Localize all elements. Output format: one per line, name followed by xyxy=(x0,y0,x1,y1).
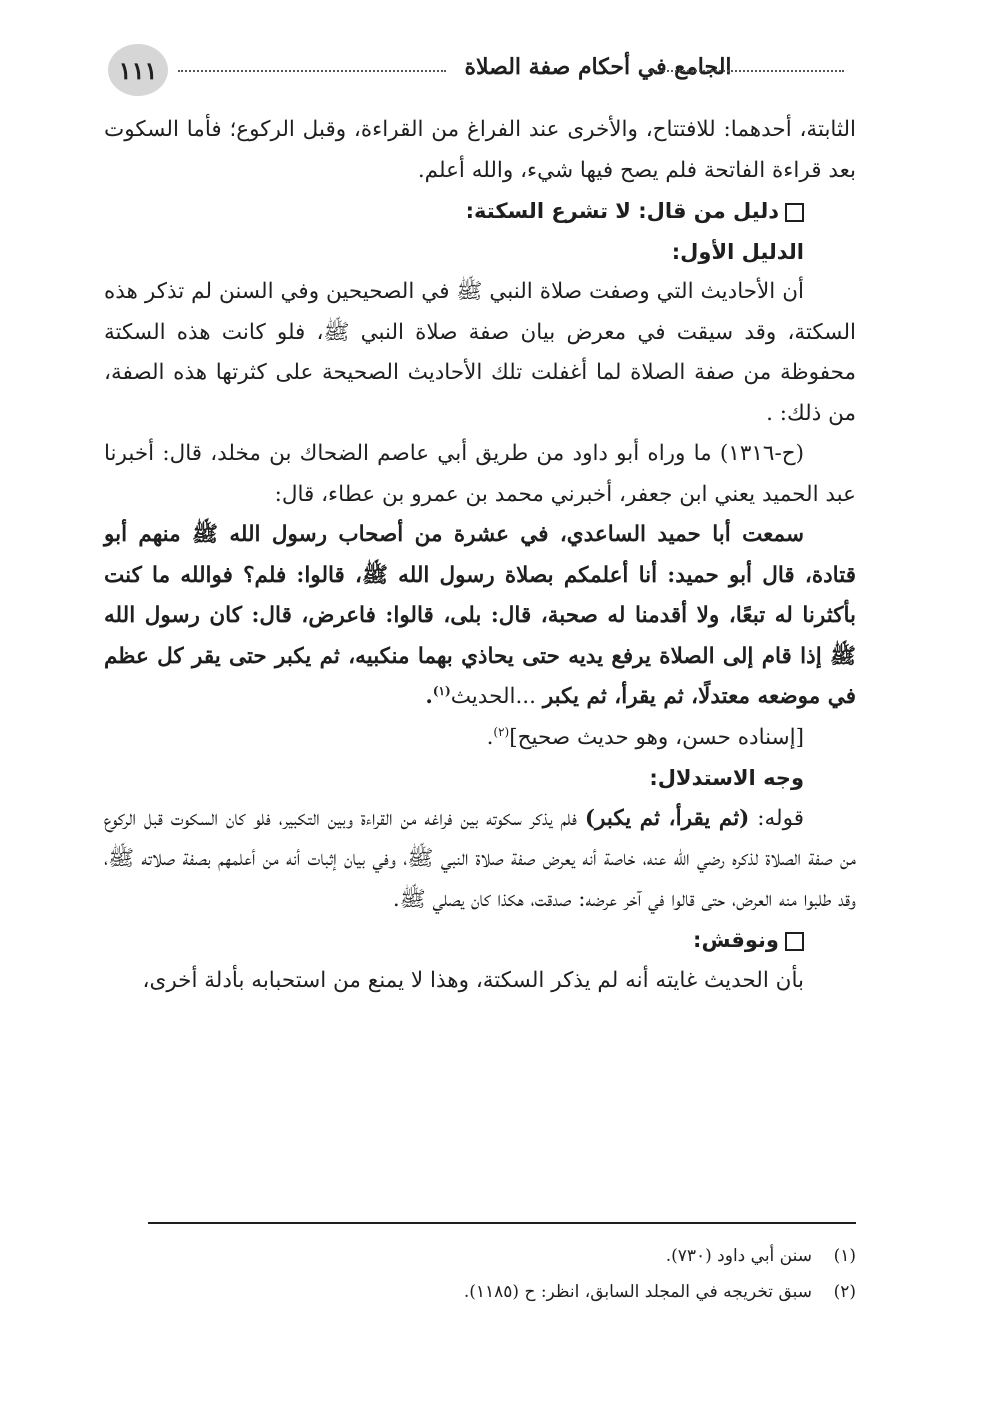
checkbox-square-icon xyxy=(785,932,804,951)
paragraph: الثابتة، أحدهما: للافتتاح، والأخرى عند الفراغ من القراءة، وقبل الركوع؛ فأما السكوت بعد قراءة الفاتحة فلم يصح فيها شيء، والله أعلم. xyxy=(104,117,856,183)
footnote-number: (٢) xyxy=(833,1282,856,1302)
paragraph-rest: فلم يذكر سكوته بين فراغه من القراءة وبين التكبير، فلو كان السكوت قبل الركوع من صفة الصلاة لذكره رضي الله عنه، خاصة أنه يعرض صفة صلاة النبي ﷺ، وفي بيان إثبات أنه من أعلمهم بصفة صلاته ﷺ، وقد طلبوا منه العرض، حتى قالوا في آخر عرضه: صدقت، هكذا كان يصلي ﷺ. xyxy=(104,805,856,912)
paragraph: بأن الحديث غايته أنه لم يذكر السكتة، وهذا لا يمنع من استحبابه بأدلة أخرى، xyxy=(142,967,804,993)
hadith-tail: ...الحديث xyxy=(450,684,543,709)
footnote-separator xyxy=(148,1222,856,1224)
page-number: ١١١ xyxy=(108,44,168,96)
footnote-text: سبق تخريجه في المجلد السابق، انظر: ح (١١٨٥). xyxy=(463,1282,812,1302)
subheading: وجه الاستدلال: xyxy=(649,766,804,790)
footnote xyxy=(148,1274,856,1310)
book-title: الجامع في أحكام صفة الصلاة xyxy=(464,54,732,80)
heading-text: ونوقش: xyxy=(693,928,779,952)
subheading: الدليل الأول: xyxy=(671,239,804,264)
running-header xyxy=(108,44,860,100)
footnotes xyxy=(148,1238,856,1310)
hadith-body: سمعت أبا حميد الساعدي، في عشرة من أصحاب رسول الله ﷺ منهم أبو قتادة، قال أبو حميد: أنا أعلمكم بصلاة رسول الله ﷺ، قالوا: فلم؟ فوالله ما كنت بأكثرنا له تبعًا، ولا أقدمنا له صحبة، قال: بلى، قالوا: فاعرض، قال: كان رسول الله ﷺ إذا قام إلى الصلاة يرفع يديه حتى يحاذي بهما منكبيه، ثم يكبر حتى يقر كل عظم في موضعه معتدلًا، ثم يقرأ، ثم يكبر xyxy=(104,522,856,709)
section-heading xyxy=(104,191,856,232)
paragraph-prefix: قوله: xyxy=(749,805,804,831)
grading: [إسناده حسن، وهو حديث صحيح]$^{(٢)}$. xyxy=(486,724,804,750)
footnote-ref: (٢) xyxy=(493,724,510,739)
header-dotted-leader-left xyxy=(178,70,446,72)
footnote-text: سنن أبي داود (٧٣٠). xyxy=(665,1246,812,1266)
grading-text: [إسناده حسن، وهو حديث صحيح] xyxy=(509,724,804,750)
footnote xyxy=(148,1238,856,1274)
section-heading xyxy=(104,920,856,961)
header-dotted-leader-right xyxy=(648,70,844,72)
heading-text: دليل من قال: لا تشرع السكتة: xyxy=(465,199,779,223)
quoted-phrase: (ثم يقرأ، ثم يكبر) xyxy=(584,805,750,831)
paragraph xyxy=(104,799,856,921)
main-text xyxy=(104,110,856,1001)
hadith-reference: (ح-١٣١٦) ما وراه أبو داود من طريق أبي عاصم الضحاك بن مخلد، قال: أخبرنا عبد الحميد يعني ابن جعفر، أخبرني محمد بن عمرو بن عطاء، قال: xyxy=(104,441,856,507)
hadith-text: سمعت أبا حميد الساعدي، في عشرة من أصحاب رسول الله ﷺ منهم أبو قتادة، قال أبو حميد: أنا أعلمكم بصلاة رسول الله ﷺ، قالوا: فلم؟ فوالله ما كنت بأكثرنا له تبعًا، ولا أقدمنا له صحبة، قال: بلى، قالوا: فاعرض، قال: كان رسول الله ﷺ إذا قام إلى الصلاة يرفع يديه حتى يحاذي بهما منكبيه، ثم يكبر حتى يقر كل عظم في موضعه معتدلًا، ثم يقرأ، ثم يكبر ...الحديث$^{(١)}$. xyxy=(104,522,856,709)
paragraph: أن الأحاديث التي وصفت صلاة النبي ﷺ في الصحيحين وفي السنن لم تذكر هذه السكتة، وقد سيقت في معرض بيان صفة صلاة النبي ﷺ، فلو كانت هذه السكتة محفوظة من صفة الصلاة لما أغفلت تلك الأحاديث الصحيحة على كثرتها هذه الصفة، من ذلك: . xyxy=(104,279,856,426)
footnote-number: (١) xyxy=(833,1246,856,1266)
checkbox-square-icon xyxy=(785,203,804,222)
footnote-ref: (١) xyxy=(432,683,451,698)
